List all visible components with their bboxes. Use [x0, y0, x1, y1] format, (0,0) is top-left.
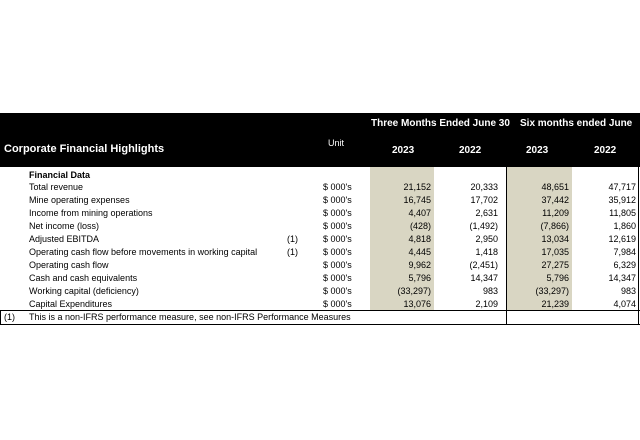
row-unit: $ 000's: [323, 273, 352, 283]
row-label: Net income (loss): [29, 221, 100, 231]
cell-q-2023: 5,796: [408, 273, 431, 283]
cell-h-2023: 37,442: [541, 195, 569, 205]
group-three-months: Three Months Ended June 30: [371, 118, 510, 129]
cell-h-2023: (7,866): [540, 221, 569, 231]
cell-q-2022: 14,347: [470, 273, 498, 283]
cell-q-2022: 1,418: [475, 247, 498, 257]
footnote-marker: (1): [4, 312, 15, 322]
row-unit: $ 000's: [323, 221, 352, 231]
table-row: [0, 181, 640, 193]
row-unit: $ 000's: [323, 260, 352, 270]
table-row: [0, 285, 640, 297]
year-header-h-2023: 2023: [526, 145, 549, 156]
row-label: Operating cash flow: [29, 260, 109, 270]
cell-h-2022: 4,074: [613, 299, 636, 309]
row-unit: $ 000's: [323, 286, 352, 296]
table-row: [0, 207, 640, 219]
unit-header: Unit: [328, 138, 345, 148]
group-six-months: Six months ended June: [520, 118, 633, 129]
cell-q-2022: (1,492): [469, 221, 498, 231]
cell-h-2022: 983: [620, 286, 636, 296]
row-note: (1): [287, 234, 298, 244]
cell-h-2022: 14,347: [608, 273, 636, 283]
cell-q-2022: 2,109: [475, 299, 498, 309]
cell-h-2023: 5,796: [546, 273, 569, 283]
cell-q-2023: 9,962: [408, 260, 431, 270]
row-label: Capital Expenditures: [29, 299, 113, 309]
cell-h-2023: 48,651: [541, 182, 569, 192]
cell-q-2023: 21,152: [403, 182, 431, 192]
row-note: (1): [287, 247, 298, 257]
table-header: [0, 135, 640, 167]
cell-q-2023: (33,297): [397, 286, 431, 296]
cell-h-2023: 21,239: [541, 299, 569, 309]
cell-q-2022: (2,451): [469, 260, 498, 270]
table-row: [0, 233, 640, 245]
section-label: Financial Data: [29, 170, 91, 180]
row-unit: $ 000's: [323, 208, 352, 218]
cell-q-2023: 16,745: [403, 195, 431, 205]
table-row: [0, 194, 640, 206]
cell-h-2022: 11,805: [609, 208, 636, 218]
table-bottom-border: [0, 324, 640, 325]
cell-h-2022: 1,860: [613, 221, 636, 231]
cell-h-2022: 6,329: [613, 260, 636, 270]
cell-h-2022: 7,984: [613, 247, 636, 257]
cell-q-2022: 2,631: [475, 208, 498, 218]
table-row: [0, 272, 640, 284]
row-unit: $ 000's: [323, 182, 352, 192]
row-unit: $ 000's: [323, 234, 352, 244]
section-row: [0, 169, 640, 181]
cell-h-2023: (33,297): [535, 286, 569, 296]
row-label: Total revenue: [29, 182, 84, 192]
year-header-q-2023: 2023: [392, 145, 415, 156]
row-unit: $ 000's: [323, 247, 352, 257]
footnote-row: [0, 311, 640, 323]
row-label: Working capital (deficiency): [29, 286, 139, 296]
cell-h-2022: 12,619: [608, 234, 636, 244]
cell-q-2023: 4,407: [408, 208, 431, 218]
table-header-top: [0, 113, 640, 135]
year-header-h-2022: 2022: [594, 145, 617, 156]
row-label: Cash and cash equivalents: [29, 273, 138, 283]
table-row: [0, 220, 640, 232]
cell-q-2022: 17,702: [470, 195, 498, 205]
row-unit: $ 000's: [323, 299, 352, 309]
table-row: [0, 259, 640, 271]
table-row: [0, 246, 640, 258]
year-header-q-2022: 2022: [459, 145, 482, 156]
cell-q-2023: 13,076: [403, 299, 431, 309]
cell-h-2023: 11,209: [542, 208, 569, 218]
cell-q-2022: 2,950: [475, 234, 498, 244]
cell-q-2023: 4,818: [408, 234, 431, 244]
footnote-text: This is a non-IFRS performance measure, see non-IFRS Performance Measures: [29, 312, 351, 322]
row-label: Operating cash flow before movements in working capital: [29, 247, 258, 257]
row-label: Mine operating expenses: [29, 195, 130, 205]
row-unit: $ 000's: [323, 195, 352, 205]
cell-h-2023: 17,035: [541, 247, 569, 257]
cell-h-2023: 13,034: [541, 234, 569, 244]
cell-h-2023: 27,275: [541, 260, 569, 270]
cell-h-2022: 35,912: [608, 195, 636, 205]
cell-q-2023: (428): [409, 221, 431, 231]
cell-q-2022: 20,333: [470, 182, 498, 192]
cell-h-2022: 47,717: [608, 182, 636, 192]
row-label: Adjusted EBITDA: [29, 234, 100, 244]
row-label: Income from mining operations: [29, 208, 153, 218]
cell-q-2022: 983: [482, 286, 498, 296]
table-row: [0, 298, 640, 310]
table-title: Corporate Financial Highlights: [4, 143, 165, 155]
cell-q-2023: 4,445: [408, 247, 431, 257]
